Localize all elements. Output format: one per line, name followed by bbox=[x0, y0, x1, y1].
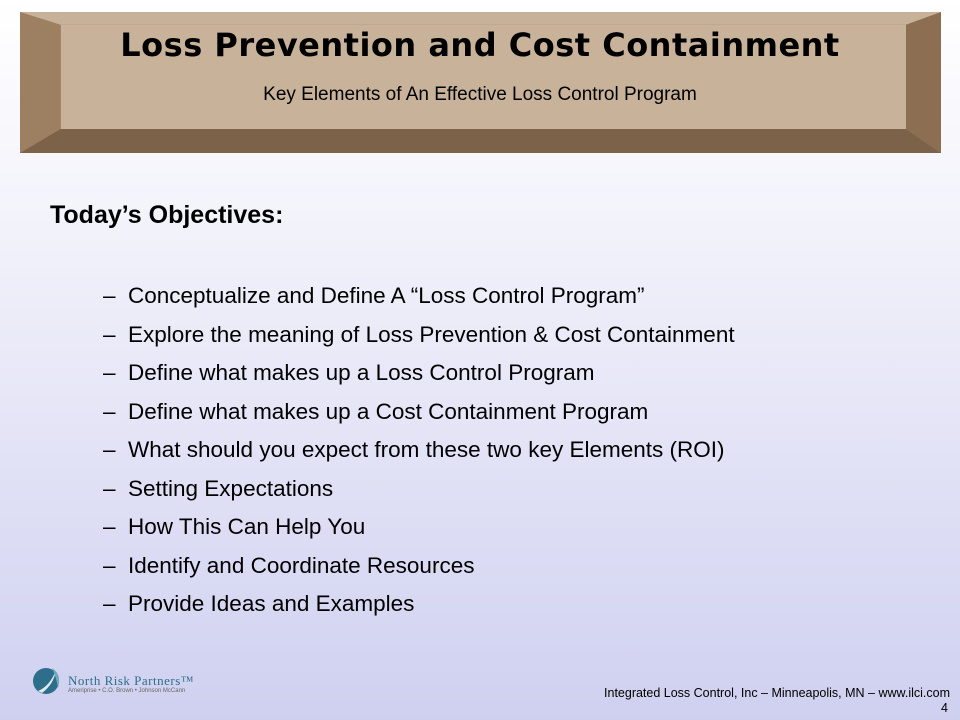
page-subtitle: Key Elements of An Effective Loss Control Program bbox=[263, 84, 697, 105]
logo-tagline: Ameriprise • C.O. Brown • Johnson McCann bbox=[68, 688, 186, 694]
list-item-text: Setting Expectations bbox=[128, 475, 334, 501]
list-item bbox=[103, 322, 735, 361]
footer-text: Integrated Loss Control, Inc – Minneapolis, MN – www.ilci.com bbox=[604, 686, 950, 700]
list-item bbox=[103, 476, 735, 515]
bullet-dash: – bbox=[103, 398, 116, 424]
list-item bbox=[103, 553, 735, 592]
list-item bbox=[103, 437, 735, 476]
bullet-dash: – bbox=[103, 514, 116, 539]
list-item-text: What should you expect from these two key Elements (ROI) bbox=[128, 437, 725, 462]
bullet-dash: – bbox=[103, 475, 116, 501]
logo-swoosh-icon bbox=[32, 664, 64, 698]
bullet-dash: – bbox=[103, 591, 116, 616]
north-risk-partners-logo bbox=[32, 664, 232, 698]
list-item-text: Provide Ideas and Examples bbox=[128, 591, 415, 616]
list-item-text: Define what makes up a Loss Control Program bbox=[128, 360, 595, 385]
list-item-text: Explore the meaning of Loss Prevention & Cost Containment bbox=[128, 321, 735, 347]
list-item-text: Identify and Coordinate Resources bbox=[128, 552, 475, 578]
objectives-heading: Today’s Objectives: bbox=[50, 201, 284, 229]
list-item bbox=[103, 591, 735, 630]
objectives-list bbox=[103, 283, 735, 630]
bullet-dash: – bbox=[103, 437, 116, 462]
list-item bbox=[103, 399, 735, 438]
list-item-text: Conceptualize and Define A “Loss Control Program” bbox=[128, 283, 645, 308]
page-number: 4 bbox=[941, 701, 948, 715]
bullet-dash: – bbox=[103, 321, 116, 347]
logo-name: North Risk Partners™ bbox=[68, 673, 195, 688]
bullet-dash: – bbox=[103, 283, 116, 308]
list-item-text: How This Can Help You bbox=[128, 514, 366, 539]
list-item-text: Define what makes up a Cost Containment Program bbox=[128, 398, 649, 424]
page-title: Loss Prevention and Cost Containment bbox=[120, 26, 840, 64]
bullet-dash: – bbox=[103, 360, 116, 385]
list-item bbox=[103, 514, 735, 553]
list-item bbox=[103, 283, 735, 322]
bullet-dash: – bbox=[103, 552, 116, 578]
list-item bbox=[103, 360, 735, 399]
